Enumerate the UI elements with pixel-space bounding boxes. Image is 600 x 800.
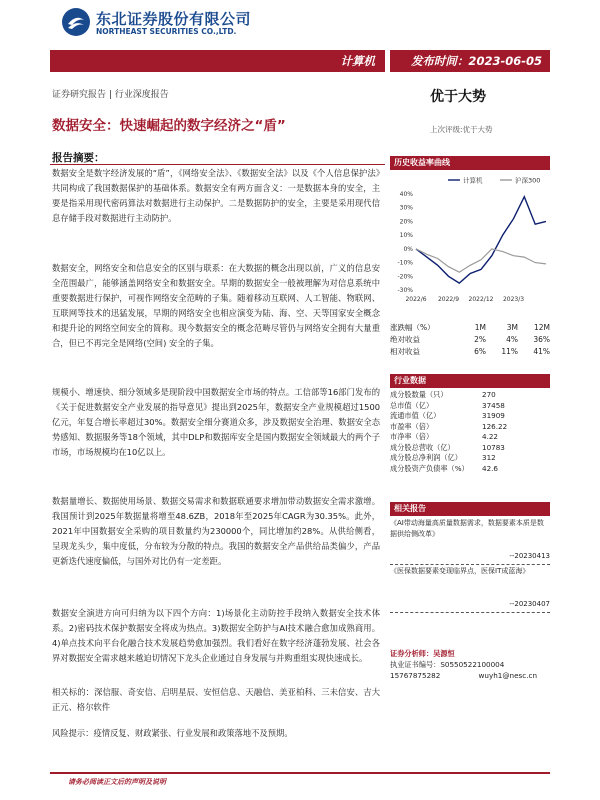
industry-row bbox=[390, 443, 550, 454]
analyst-info bbox=[390, 648, 555, 681]
previous-rating: 上次评级:优于大势 bbox=[430, 125, 493, 134]
industry-data-heading: 行业数据 bbox=[390, 374, 550, 388]
performance-cell: 41% bbox=[533, 347, 550, 356]
x-tick-label: 2022/6 bbox=[405, 296, 427, 303]
x-tick-label: 2022/12 bbox=[468, 296, 494, 303]
x-tick-label: 2022/9 bbox=[437, 296, 460, 303]
performance-header: 1M bbox=[474, 323, 486, 332]
performance-header: 12M bbox=[533, 323, 550, 332]
y-tick-label: -30% bbox=[397, 287, 413, 294]
performance-cell: 6% bbox=[474, 347, 486, 356]
y-tick-label: 20% bbox=[399, 218, 413, 226]
series-line-computer bbox=[416, 197, 546, 283]
industry-row bbox=[390, 464, 550, 475]
industry-row bbox=[390, 411, 550, 422]
performance-header: 涨跌幅（%） bbox=[390, 323, 435, 332]
industry-key: 成分股总营收（亿） bbox=[390, 442, 455, 452]
industry-row bbox=[390, 453, 550, 464]
performance-header-row bbox=[390, 322, 550, 334]
industry-value: 312 bbox=[482, 453, 496, 462]
abstract-paragraph-3: 规模小、增速快、细分领域多是现阶段中国数据安全市场的特点。工信部等16部门发布的《关于促进数据安全产业发展的指导意见》提出到2025年，数据安全产业规模超过1500亿元，年复合增长率超过30%。数据安全细分赛道众多，涉及数据安全治理、数据安全态势感知、数据服务等18个领域，其中DLP和数据库安全是国内数据安全领域最大的两个子市场，市场规模均在10亿以上。 bbox=[52, 387, 380, 458]
industry-value: 31909 bbox=[482, 411, 505, 420]
industry-row bbox=[390, 390, 550, 401]
performance-cell: 相对收益 bbox=[390, 347, 420, 356]
industry-key: 流通市值（亿） bbox=[390, 411, 441, 420]
abstract-paragraph-5: 数据安全演进方向可归纳为以下四个方向：1)场景化主动防控手段纳入数据安全技术体系。2)密码技术保护数据安全将成为热点。3)数据安全防护与AI技术融合愈加成熟商用。4)单点技术向平台化融合技术发展趋势愈加强烈。我们看好在数字经济蓬勃发展、社会各界对数据安全需求越来越迫切情况下龙头企业通过自身发展与并购重组实现快速成长。 bbox=[52, 608, 380, 664]
company-name-en: NORTHEAST SECURITIES CO.,LTD. bbox=[96, 27, 237, 36]
related-report-date: --20230407 bbox=[509, 600, 550, 608]
sector-band: 计算机 bbox=[50, 50, 385, 72]
y-tick-label: 40% bbox=[399, 191, 413, 198]
abstract-paragraph-1: 数据安全是数字经济发展的“盾”，《网络安全法》、《数据安全法》以及《个人信息保护法》共同构成了我国数据保护的基础体系。数据安全有两方面含义：一是数据本身的安全，主要是指采用现代密码算法对数据进行主动保护。二是数据防护的安全，主要是采用现代信息存储手段对数据进行主动防护。 bbox=[52, 168, 380, 224]
risk-warning: 风险提示：疫情反复、财政紧张、行业发展和政策落地不及预期。 bbox=[52, 728, 293, 738]
industry-key: 市盈率（倍） bbox=[390, 421, 434, 431]
footer-disclaimer: 请务必阅读正文后的声明及说明 bbox=[68, 778, 166, 786]
analyst-contact bbox=[390, 670, 555, 681]
y-tick-label: 0% bbox=[403, 245, 413, 253]
x-tick-label: 2023/3 bbox=[502, 296, 525, 303]
analyst-license: 执业证书编号：S0550522100004 bbox=[390, 660, 505, 669]
y-tick-label: -10% bbox=[397, 259, 413, 267]
industry-key: 成分股数量（只） bbox=[390, 390, 448, 399]
related-report-divider bbox=[390, 564, 550, 565]
industry-row bbox=[390, 401, 550, 412]
industry-key: 成分股资产负债率（%） bbox=[390, 463, 469, 473]
legend-label: 计算机 bbox=[463, 176, 483, 185]
performance-table bbox=[390, 322, 550, 358]
related-report-link[interactable]: 《AI带动海量高质量数据需求，数据要素本质是数据供给侧改革》 bbox=[390, 519, 544, 538]
abstract-paragraph-4: 数据量增长、数据使用场景、数据交易需求和数据联通要求增加带动数据安全需求激增。我国预计到2025年数据量将增至48.6ZB，2018年至2025年CAGR为30.35%。此外，2021年中国数据安全采购的项目数量约为230000个，同比增加约28%。从供给侧看，呈现龙头少，集中度低，分布较为分散的特点。我国的数据安全产品供给品类偏少，产品更新迭代速度偏低，与国外对比仍有一定差距。 bbox=[52, 496, 380, 567]
company-logo bbox=[62, 8, 272, 38]
industry-key: 总市值（亿） bbox=[390, 400, 434, 410]
industry-row bbox=[390, 432, 550, 443]
abstract-divider bbox=[50, 164, 385, 165]
industry-value: 10783 bbox=[482, 442, 505, 452]
chart-heading: 历史收益率曲线 bbox=[390, 156, 550, 170]
related-reports-heading: 相关报告 bbox=[390, 502, 550, 516]
performance-row bbox=[390, 346, 550, 358]
y-tick-label: -20% bbox=[397, 273, 413, 281]
related-report-divider bbox=[390, 612, 550, 613]
logo-icon bbox=[62, 8, 90, 36]
analyst-phone: 15767875282 bbox=[390, 671, 441, 680]
performance-row bbox=[390, 334, 550, 346]
industry-value: 42.6 bbox=[482, 463, 499, 473]
legend-label: 沪深300 bbox=[515, 176, 541, 185]
footer-divider bbox=[50, 772, 550, 774]
analyst-email[interactable]: wuyh1@nesc.cn bbox=[478, 671, 537, 680]
related-report-date: --20230413 bbox=[509, 552, 550, 560]
industry-data-table bbox=[390, 390, 550, 474]
performance-cell: 绝对收益 bbox=[390, 335, 420, 344]
abstract-paragraph-2: 数据安全，网络安全和信息安全的区别与联系：在大数据的概念出现以前，广义的信息安全范围最广，能够涵盖网络安全和数据安全。早期的数据安全一般被理解为对信息系统中重要数据进行保护，可视作网络安全范畴的子集。随着移动互联网、人工智能、物联网、互联网等技术的迅猛发展，早期的网络安全也相应演变为陆、海、空、天等国家安全概念和提升论的网络空间安全的简称。现今数据安全的概念范畴尽管仍与网络安全拥有大量重合，但已不再完全是网络(空间) 安全的子集。 bbox=[52, 263, 380, 349]
industry-key: 成分股总净利润（亿） bbox=[390, 453, 462, 462]
return-chart bbox=[390, 172, 550, 314]
performance-cell: 2% bbox=[474, 335, 486, 344]
related-report-link[interactable]: 《医保数据要素变现临界点，医保IT成蓝海》 bbox=[390, 567, 530, 575]
performance-header: 3M bbox=[506, 323, 518, 332]
industry-value: 4.22 bbox=[482, 432, 499, 441]
industry-value: 270 bbox=[482, 390, 496, 399]
analyst-name: 证券分析师：吴源恒 bbox=[390, 649, 455, 658]
report-title: 数据安全：快速崛起的数字经济之“盾” bbox=[52, 118, 286, 134]
industry-value: 37458 bbox=[482, 400, 505, 410]
y-tick-label: 10% bbox=[399, 232, 413, 240]
performance-cell: 4% bbox=[506, 335, 518, 344]
related-stocks: 相关标的：深信服、奇安信、启明星辰、安恒信息、天融信、美亚柏科、三未信安、吉大正元、格尔软件 bbox=[52, 687, 380, 713]
rating: 优于大势 bbox=[430, 89, 486, 105]
industry-value: 126.22 bbox=[482, 421, 508, 431]
industry-row bbox=[390, 422, 550, 433]
publish-time-band: 发布时间：2023-06-05 bbox=[390, 50, 550, 72]
abstract-heading: 报告摘要： bbox=[52, 152, 105, 164]
performance-cell: 11% bbox=[501, 347, 518, 356]
performance-cell: 36% bbox=[533, 335, 550, 344]
industry-key: 市净率（倍） bbox=[390, 432, 434, 441]
company-name-cn: 东北证券股份有限公司 bbox=[96, 10, 252, 28]
y-tick-label: 30% bbox=[399, 204, 413, 212]
breadcrumb: 证券研究报告 | 行业深度报告 bbox=[52, 90, 169, 100]
